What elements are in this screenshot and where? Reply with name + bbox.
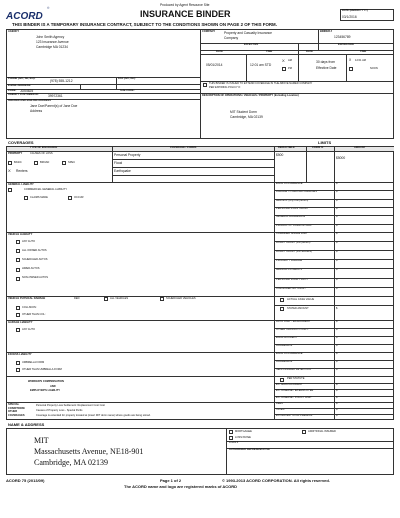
am-label: AM (288, 59, 292, 62)
special-label-1: SPECIAL (8, 403, 20, 406)
exp-date-label: DATE (306, 49, 313, 53)
general-liability-limit-dollar: $ (336, 215, 338, 219)
general-liability-limit-dollar: $ (336, 198, 338, 202)
vehicle-liability-limit-dollar: $ (336, 286, 338, 290)
description-line-2: Cambridge, MA 02139 (230, 115, 263, 119)
special-line-3: Coverage is extended for property located at (insert MIT dorm name) where goods are being stored. (36, 413, 151, 417)
col-amount-header: AMOUNT (354, 146, 366, 149)
coverages-title: COVERAGES (8, 140, 34, 145)
vehicle-item-checkbox[interactable] (16, 258, 20, 262)
acv-checkbox[interactable] (280, 298, 284, 302)
cgl-label: COMMERCIAL GENERAL LIABILITY (24, 187, 68, 191)
expiration-text-2: Effective Date (316, 66, 337, 70)
expiration-label: EXPIRATION (338, 43, 354, 46)
form-personal-property: Personal Property (114, 153, 141, 157)
insured-label: INSURED AND MAILING ADDRESS (8, 99, 51, 102)
vehicle-item-checkbox[interactable] (16, 268, 20, 272)
vehicle-item-checkbox[interactable] (16, 277, 20, 281)
expiration-text-1: 30 days from (316, 60, 336, 64)
workers-comp-label-1: WORKER'S COMPENSATION (28, 380, 64, 383)
vehicle-item-label: SCHEDULED AUTOS (22, 257, 48, 261)
acv-label: ACTUAL CASH VALUE (287, 297, 315, 301)
claims-made-checkbox[interactable] (24, 196, 28, 200)
basic-label: BASIC (14, 160, 22, 164)
general-liability-limit-label: DAMAGE TO RENTED PREMISES (276, 190, 317, 194)
agency-label: AGENCY (8, 30, 20, 33)
physical-damage-label: VEHICLE PHYSICAL DAMAGE (8, 296, 46, 300)
vehicle-liability-limit-dollar: $ (336, 277, 338, 281)
general-liability-limit-dollar: $ (336, 182, 338, 185)
vehicle-item-label: ALL OWNED AUTOS (22, 248, 47, 252)
copyright: © 1993-2013 ACORD CORPORATION. All rights reserved. (222, 478, 330, 483)
garage-liability-limit-dollar: $ (336, 320, 338, 323)
col-coins-header: COINS % (312, 146, 324, 149)
vehicle-liability-limit-label: MEDICAL PAYMENTS (276, 268, 303, 272)
deductible-value: $500 (276, 153, 284, 157)
loss-payee-checkbox[interactable] (229, 436, 233, 440)
form-earthquake: Earthquake (114, 169, 131, 173)
noon-checkbox[interactable] (349, 67, 353, 71)
workers-comp-limit-label: E.L. DISEASE - POLICY LIMIT (276, 395, 312, 399)
per-statute-label: PER STATUTE (287, 377, 305, 380)
general-liability-limit-label: PRODUCTS - COMP/OP AGG (276, 223, 312, 227)
workers-comp-limit-label: E.L. EACH ACCIDENT (276, 382, 303, 386)
additional-insured-label: ADDITIONAL INSURED (308, 429, 336, 433)
limits-title: LIMITS (318, 140, 332, 145)
am-check-mark: X (282, 58, 285, 63)
phone-value: (978) 555-1212 (50, 79, 73, 83)
collision-checkbox[interactable] (16, 306, 20, 310)
loan-label: LOAN # (229, 441, 239, 444)
vehicle-liability-limit-label: BODILY INJURY (Per accident) (276, 250, 313, 254)
special-label-2: CONDITIONS/ (8, 406, 26, 410)
ded-label: DED (74, 296, 80, 300)
collision-label: COLLISION: (22, 305, 37, 309)
code-label: CODE: (8, 88, 17, 92)
renters-check-mark: X (8, 168, 11, 173)
subcode-label: SUB CODE: (120, 88, 135, 92)
customer-id-value: 39972361 (48, 94, 63, 98)
vehicle-liability-limit-label: COMBINED SINGLE LIMIT (276, 232, 308, 235)
vehicle-liability-limit-label: PERSONAL INJURY PROT (276, 277, 308, 281)
eff-time-label: TIME (266, 49, 273, 53)
special-label-4: COVERAGES (8, 413, 25, 417)
garage-any-auto-checkbox[interactable] (16, 328, 20, 332)
garage-liability-limit-label: AGGREGATE (276, 344, 293, 347)
general-liability-limit-label: GENERAL AGGREGATE (276, 215, 306, 219)
description-label: DESCRIPTION OF OPERATIONS / VEHICLES / PROPERTY (Including Location) (202, 94, 299, 97)
name-address-line-3: Cambridge, MA 02139 (34, 458, 108, 467)
name-address-line-1: MIT (34, 436, 49, 445)
general-liability-limit-label: EACH OCCURRENCE (276, 182, 303, 185)
scheduled-vehicles-label: SCHEDULED VEHICLES (166, 296, 196, 300)
excess-liability-limit-label: EACH OCCURRENCE (276, 352, 303, 355)
mortgagee-checkbox[interactable] (229, 430, 233, 434)
pm-label: PM (288, 67, 292, 70)
pm-checkbox[interactable] (282, 67, 286, 71)
vehicle-liability-label: VEHICLE LIABILITY (8, 232, 33, 236)
garage-liability-limit-dollar: $ (336, 336, 338, 339)
customer-id-label: AGENCY CUSTOMER ID: (8, 93, 39, 96)
binder-banner: THIS BINDER IS A TEMPORARY INSURANCE CONTRACT, SUBJECT TO THE CONDITIONS SHOWN ON PAGE 2 OF THIS FORM. (12, 22, 277, 27)
excess-liability-limit-label: SELF-INSURED RETENTION (276, 368, 311, 371)
garage-any-auto-label: ANY AUTO (22, 327, 36, 331)
agency-address-2: Cambridge MA 01234 (36, 45, 68, 49)
effective-time-value: 12:01 am STD (250, 63, 272, 67)
garage-liability-limit-dollar: $ (336, 344, 338, 347)
vehicle-item-label: HIRED AUTOS (22, 267, 40, 271)
vehicle-item-label: ANY AUTO (22, 239, 36, 243)
page-number: Page 1 of 2 (160, 478, 182, 483)
workers-comp-limit-dollar: $ (336, 382, 338, 386)
acord-logo: ACORD ® (6, 6, 50, 22)
spec-checkbox[interactable] (62, 161, 66, 165)
company-label: COMPANY (202, 30, 216, 33)
workers-comp-label-3: EMPLOYER'S LIABILITY (30, 389, 61, 392)
vehicle-item-checkbox[interactable] (16, 249, 20, 253)
effective-label: EFFECTIVE (244, 43, 259, 46)
stated-amount-checkbox[interactable] (280, 307, 284, 311)
email-label: E-MAIL ADDRESS: (8, 84, 32, 87)
special-limit-label: ESTIMATED TOTAL PREMIUM (276, 414, 313, 417)
excess-liability-limit-dollar: $ (336, 360, 338, 363)
occur-label: OCCUR (74, 195, 84, 199)
agency-address-1: 123 Insurance Avenue (36, 40, 69, 44)
vehicle-item-checkbox[interactable] (16, 240, 20, 244)
general-liability-label: GENERAL LIABILITY (8, 182, 34, 186)
date-value: 03/1/2016 (342, 15, 357, 19)
cgl-checkbox[interactable] (8, 188, 12, 192)
special-limit-dollar: $ (336, 408, 338, 411)
special-limit-label: TAXES (276, 408, 285, 411)
description-line-1: MIT Student Dorm (230, 110, 257, 114)
vehicle-liability-limit-dollar: $ (336, 241, 338, 245)
insured-line-2: Address (30, 109, 43, 113)
exp-x-mark: X (349, 58, 352, 62)
workers-comp-limit-dollar: $ (336, 389, 338, 392)
coverage-note-1: THIS BINDER IS ISSUED TO EXTEND COVERAGE IN THE ABOVE NAMED COMPANY (209, 81, 313, 85)
garage-liability-limit-dollar: $ (336, 328, 338, 331)
coverage-note-2: PER EXPIRING POLICY #: (209, 86, 241, 89)
vehicle-liability-limit-label: UNINSURED MOTORIST (276, 286, 306, 290)
form-flood: Flood (114, 161, 123, 165)
all-vehicles-checkbox[interactable] (104, 297, 108, 301)
broad-checkbox[interactable] (34, 161, 38, 165)
workers-comp-label-2: AND (50, 385, 56, 388)
page-title: INSURANCE BINDER (140, 9, 231, 19)
company-name-2: Company (224, 36, 239, 40)
workers-comp-limit-label: E.L. DISEASE - EA EMPLOYEE (276, 389, 314, 392)
claims-made-label: CLAIMS MADE (30, 195, 48, 199)
vehicle-item-label: NON-OWNED AUTOS (22, 276, 49, 280)
trademark: The ACORD name and logo are registered marks of ACORD (124, 484, 238, 489)
basic-checkbox[interactable] (8, 161, 12, 165)
col-forms-header: COVERAGE / FORMS (170, 146, 197, 149)
excess-liability-limit-dollar: $ (336, 352, 338, 355)
loss-payee-label: LOSS PAYEE (235, 435, 251, 439)
effective-date-value: 05/01/2014 (206, 63, 223, 67)
garage-liability-limit-label: EACH ACCIDENT (276, 336, 298, 339)
per-statute-checkbox[interactable] (280, 378, 284, 382)
garage-liability-limit-label: OTHER THAN AUTO ONLY: (276, 328, 309, 331)
insured-line-1: Jane Doe/Parent(s) of Jane Doe (30, 104, 78, 108)
general-liability-limit-label: MED EXP (Any one person) (276, 198, 309, 202)
date-label: DATE (MM/DD/YYYY) (342, 9, 368, 12)
renters-label: Renters (16, 169, 28, 173)
expiration-time-value: 12:01 AM (355, 59, 366, 62)
stated-amount-dollar: $ (336, 306, 338, 310)
other-umbrella-checkbox[interactable] (16, 368, 20, 372)
workers-comp-limit-dollar: $ (336, 395, 338, 399)
mortgagee-label: MORTGAGEE (235, 429, 252, 433)
name-address-line-2: Massachusetts Avenue, NE18-901 (34, 447, 144, 456)
company-name-1: Property and Casualty Insurance (224, 31, 273, 35)
code-value: JD54625 (20, 88, 34, 93)
spec-label: SPEC (68, 160, 76, 164)
special-limit-label: FEES (276, 402, 283, 405)
stated-amount-label: STATED AMOUNT (287, 306, 309, 310)
special-line-1: Personal Property Loss Settlement: Replacement Cost Cost (36, 403, 105, 407)
special-line-2: Causes of Property Loss - Special Perils (36, 408, 83, 412)
general-liability-limit-dollar: $ (336, 206, 338, 210)
vehicle-liability-limit-label: BODILY INJURY (Per person) (276, 241, 311, 245)
vehicle-liability-limit-label: PROPERTY DAMAGE (276, 259, 303, 263)
vehicle-liability-limit-dollar: $ (336, 250, 338, 254)
noon-label: NOON (370, 67, 378, 70)
vehicle-liability-limit-dollar: $ (336, 259, 338, 263)
general-liability-limit-label: PERSONAL & ADV INJURY (276, 206, 309, 210)
excess-liability-limit-label: AGGREGATE (276, 360, 293, 363)
occur-checkbox[interactable] (68, 196, 72, 200)
col-deductible-header: DEDUCTIBLE (278, 146, 295, 149)
phone-label: PHONE (A/C, No, Ext): (8, 77, 36, 80)
binder-number-value: 123456789 (334, 35, 351, 39)
excess-liability-limit-dollar: $ (336, 368, 338, 371)
other-than-col-label: OTHER THAN COL: (22, 312, 46, 316)
all-vehicles-label: ALL VEHICLES (110, 296, 129, 300)
broad-label: BROAD (40, 160, 50, 164)
special-limit-dollar: $ (336, 402, 338, 405)
col-type-header: TYPE OF INSURANCE (30, 146, 58, 149)
property-label: PROPERTY (8, 151, 23, 155)
garage-liability-label: GARAGE LIABILITY (8, 320, 33, 324)
vehicle-liability-limit-dollar: $ (336, 232, 338, 235)
fax-label: FAX (A/C, No): (118, 77, 136, 80)
umbrella-label: UMBRELLA FORM (22, 360, 45, 364)
general-liability-limit-dollar: $ (336, 223, 338, 227)
other-than-col-checkbox[interactable] (16, 313, 20, 317)
causes-of-loss-label: CAUSES OF LOSS (30, 151, 53, 155)
extend-coverage-checkbox[interactable] (203, 83, 207, 87)
excess-liability-label: EXCESS LIABILITY (8, 352, 32, 356)
other-umbrella-label: OTHER THAN UMBRELLA FORM (22, 367, 62, 371)
eff-date-label: DATE (216, 49, 223, 53)
special-label-3: OTHER (8, 410, 18, 413)
umbrella-checkbox[interactable] (16, 361, 20, 365)
binder-number-label: BINDER # (320, 30, 333, 33)
general-liability-limit-dollar: $ (336, 190, 338, 194)
additional-insured-checkbox[interactable] (302, 430, 306, 434)
vehicle-liability-limit-dollar: $ (336, 268, 338, 272)
garage-liability-limit-label: AUTO ONLY - EA ACCIDENT (276, 320, 311, 323)
special-limit-dollar: $ (336, 414, 338, 417)
exp-time-label: TIME (360, 49, 367, 53)
authorized-rep-label: AUTHORIZED REPRESENTATIVE (229, 448, 270, 451)
name-address-title: NAME & ADDRESS (8, 422, 45, 427)
produced-by-text: Produced by Agent Resource Site (160, 3, 210, 7)
agency-name: John Smith Agency (36, 35, 65, 39)
amount-value: $5000 (336, 156, 346, 160)
form-id: ACORD 75 (2013/09) (6, 478, 45, 483)
scheduled-vehicles-checkbox[interactable] (160, 297, 164, 301)
